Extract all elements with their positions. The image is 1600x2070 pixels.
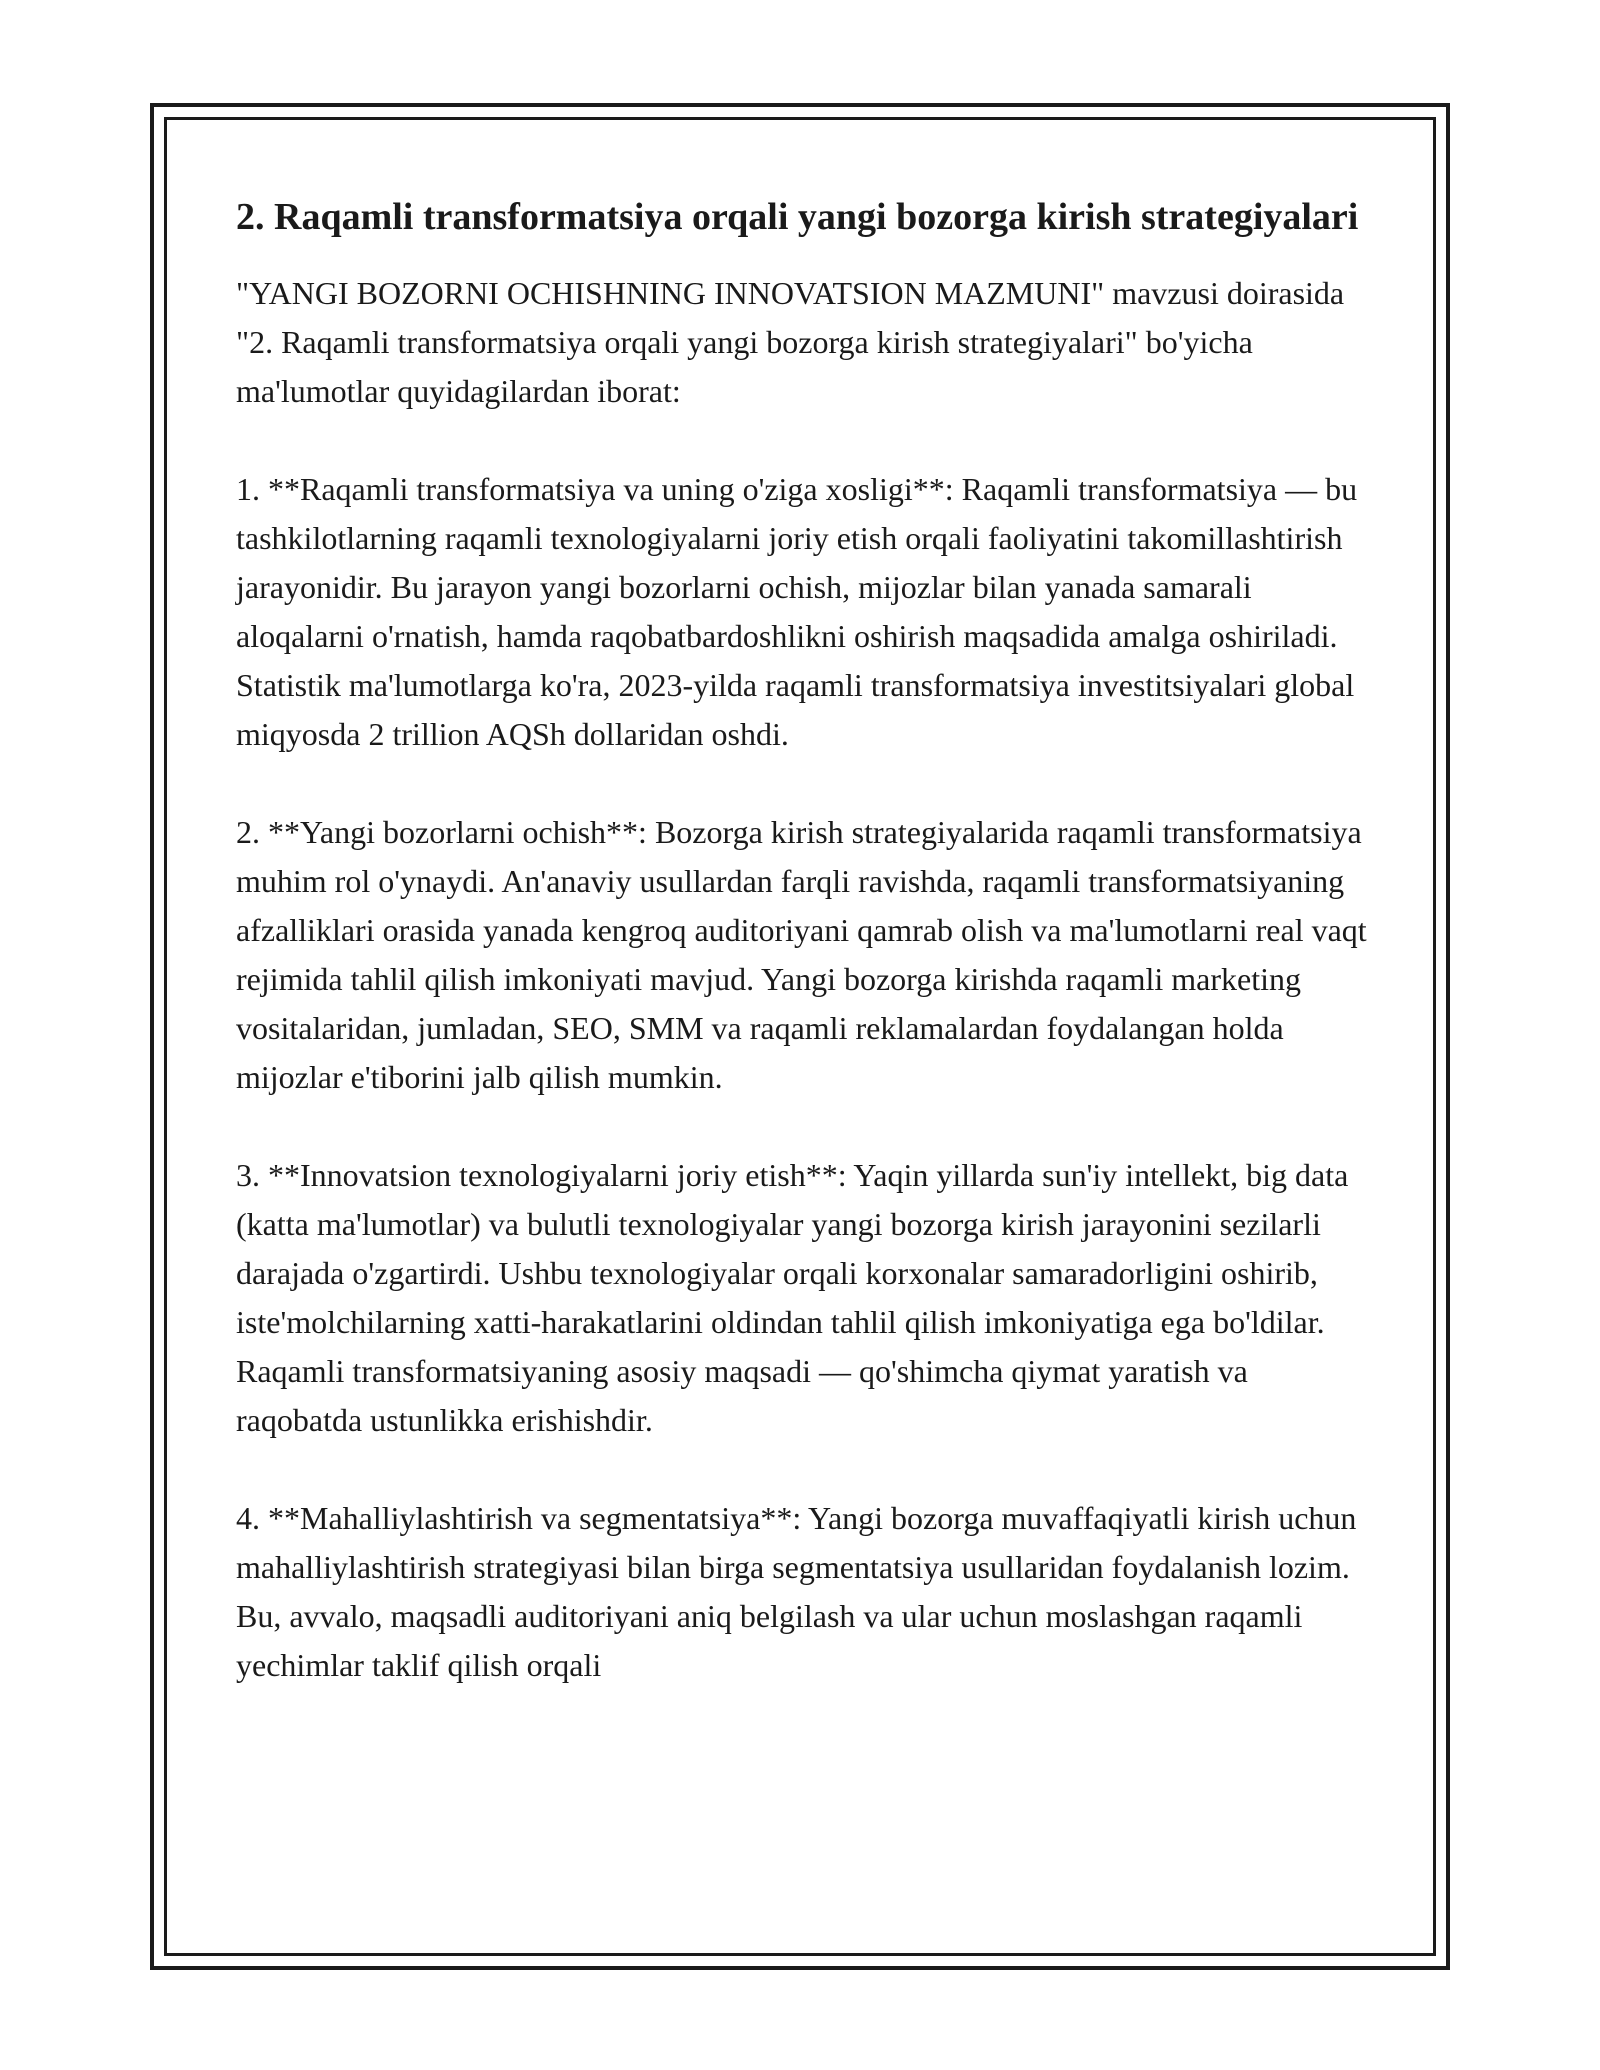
paragraph-new-markets: 2. **Yangi bozorlarni ochish**: Bozorga kirish strategiyalarida raqamli transformatsiya muhim rol o'ynaydi. An'anaviy usullardan farqli ravishda, raqamli transformatsiyaning afzalliklari orasida yanada kengroq auditoriyani qamrab olish va ma'lumotlarni real vaqt rejimida tahlil qilish imkoniyati mavjud. Yangi bozorga kirishda raqamli marketing vositalaridan, jumladan, SEO, SMM va raqamli reklamalardan foydalangan holda mijozlar e'tiborini jalb qilish mumkin. xyxy=(236,814,1367,1095)
paragraph-localization-segmentation: 4. **Mahalliylashtirish va segmentatsiya**: Yangi bozorga muvaffaqiyatli kirish uchun mahalliylashtirish strategiyasi bilan birga segmentatsiya usullaridan foydalanish lozim. Bu, avvalo, maqsadli auditoriyani aniq belgilash va ular uchun moslashgan raqamli yechimlar taklif qilish orqali xyxy=(236,1500,1357,1683)
paragraph-digital-transformation: 1. **Raqamli transformatsiya va uning o'ziga xosligi**: Raqamli transformatsiya — bu tashkilotlarning raqamli texnologiyalarni joriy etish orqali faoliyatini takomillashtirish jarayonidir. Bu jarayon yangi bozorlarni ochish, mijozlar bilan yanada samarali aloqalarni o'rnatish, hamda raqobatbardoshlikni oshirish maqsadida amalga oshiriladi. Statistik ma'lumotlarga ko'ra, 2023-yilda raqamli transformatsiya investitsiyalari global miqyosda 2 trillion AQSh dollaridan oshdi. xyxy=(236,471,1358,752)
section-heading: 2. Raqamli transformatsiya orqali yangi bozorga kirish strategiyalari xyxy=(236,196,1359,238)
paragraph-innovative-technologies: 3. **Innovatsion texnologiyalarni joriy etish**: Yaqin yillarda sun'iy intellekt, big data (katta ma'lumotlar) va bulutli texnologiyalar yangi bozorga kirish jarayonini sezilarli darajada o'zgartirdi. Ushbu texnologiyalar orqali korxonalar samaradorligini oshirib, iste'molchilarning xatti-harakatlarini oldindan tahlil qilish imkoniyatiga ega bo'ldilar. Raqamli transformatsiyaning asosiy maqsadi — qo'shimcha qiymat yaratish va raqobatda ustunlikka erishishdir. xyxy=(236,1157,1349,1438)
paragraph-intro: "YANGI BOZORNI OCHISHNING INNOVATSION MAZMUNI" mavzusi doirasida "2. Raqamli transformatsiya orqali yangi bozorga kirish strategiyalari" bo'yicha ma'lumotlar quyidagilardan iborat: xyxy=(236,275,1345,409)
document-body xyxy=(236,190,1376,1690)
